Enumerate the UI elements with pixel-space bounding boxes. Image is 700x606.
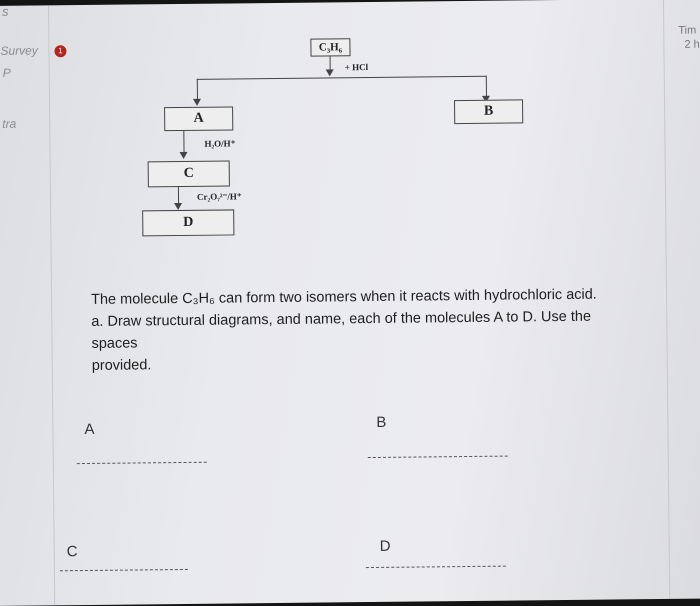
- reagent-h2o: H₂O/H⁺: [204, 138, 236, 149]
- box-a: A: [164, 106, 233, 131]
- box-d: D: [142, 209, 234, 236]
- sidebar-item-survey[interactable]: Survey: [0, 43, 38, 58]
- sidebar-item-tra[interactable]: tra: [2, 116, 17, 131]
- right-divider: [663, 0, 670, 599]
- reagent-hcl: + HCl: [344, 62, 369, 73]
- box-c3h6: C₃H₆: [310, 38, 350, 56]
- answer-line-c[interactable]: [60, 569, 188, 571]
- timer-value: 2 h: [684, 38, 700, 51]
- answer-line-b[interactable]: [368, 456, 508, 458]
- answer-label-b: B: [376, 413, 387, 431]
- survey-notification-badge: 1: [54, 45, 66, 57]
- question-line-1: The molecule C₃H₆ can form two isomers when it reacts with hydrochloric acid.: [90, 286, 597, 308]
- answer-line-a[interactable]: [77, 462, 207, 464]
- box-c: C: [148, 160, 230, 187]
- answer-label-a: A: [84, 420, 95, 439]
- answer-label-d: D: [379, 537, 391, 555]
- sidebar-item-s[interactable]: s: [1, 3, 9, 19]
- branch-line-left: [197, 79, 199, 100]
- arrow-down-icon: [193, 99, 201, 106]
- answer-label-c: C: [66, 543, 78, 561]
- box-b: B: [454, 99, 523, 124]
- question-text: [91, 283, 652, 377]
- branch-line: [197, 76, 487, 80]
- timer-label: Tim: [678, 24, 697, 37]
- sidebar-item-p[interactable]: P: [2, 65, 11, 80]
- arrow-down-icon: [180, 152, 188, 159]
- question-line-2: a. Draw structural diagrams, and name, each of the molecules A to D. Use the: [91, 308, 592, 330]
- arrow-down-icon: [326, 69, 334, 76]
- branch-line-right: [486, 76, 488, 97]
- question-line-4: provided.: [91, 357, 152, 374]
- connector-line: [183, 131, 185, 154]
- reagent-dichromate: Cr₂O₇²⁻/H⁺: [196, 191, 242, 202]
- question-line-3: spaces: [91, 335, 138, 352]
- answer-line-d[interactable]: [366, 566, 506, 568]
- sidebar-divider: [48, 5, 55, 605]
